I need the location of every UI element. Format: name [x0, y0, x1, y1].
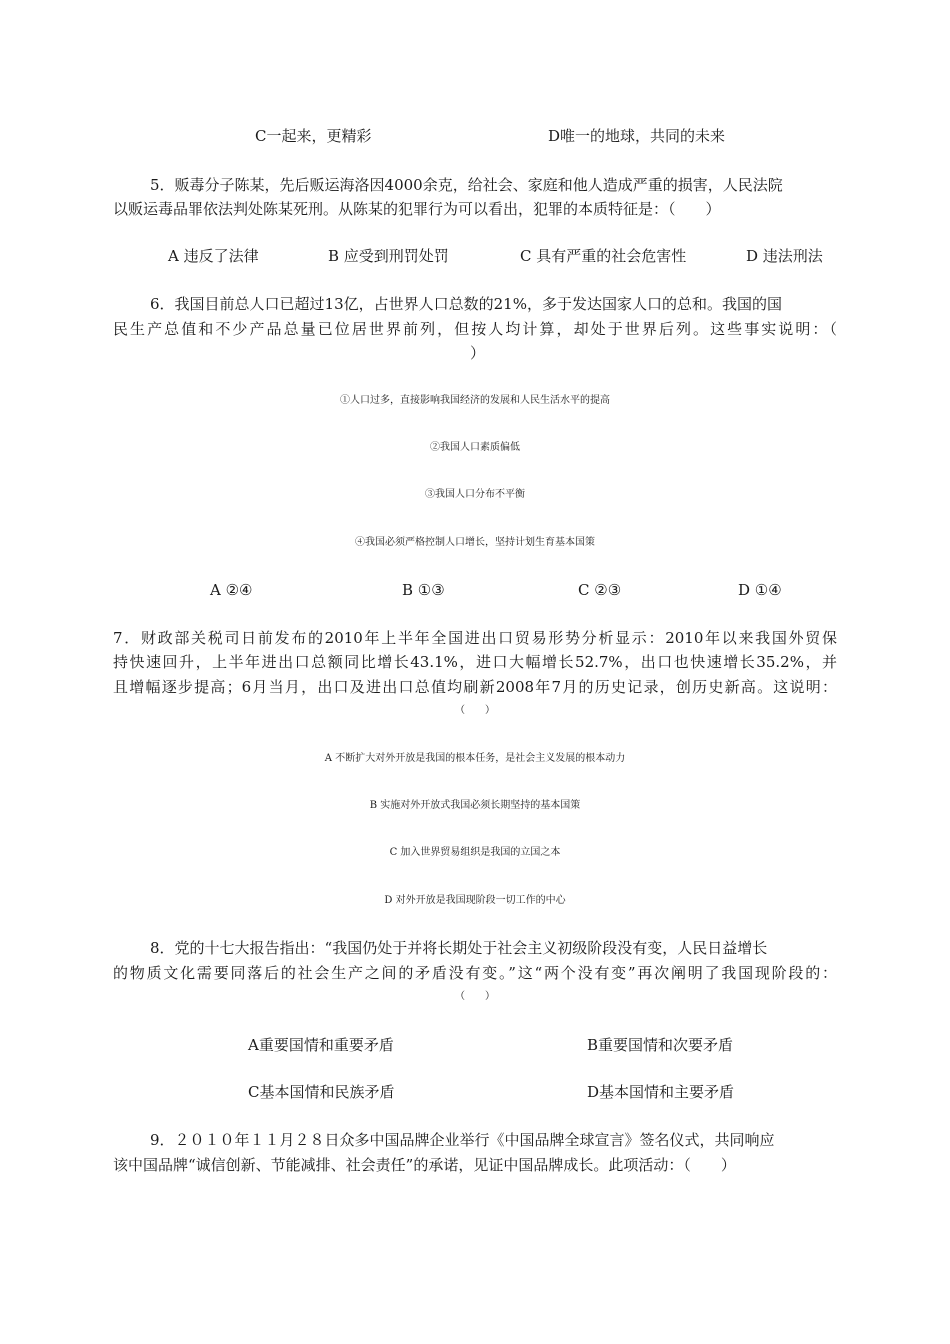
q6-statement-4: ④我国必须严格控制人口增长，坚持计划生育基本国策	[355, 537, 595, 548]
q6-option-c: C ②③	[578, 581, 622, 599]
q6-options-row	[0, 580, 950, 600]
q4-option-c: C一起来，更精彩	[255, 127, 372, 145]
q5-option-c: C 具有严重的社会危害性	[520, 247, 687, 265]
q8-options-row-2	[0, 1082, 950, 1102]
q9-text-line-2: 该中国品牌“诚信创新、节能减排、社会责任”的承诺，见证中国品牌成长。此项活动：（ ）	[113, 1156, 736, 1174]
q6-statement-3: ③我国人口分布不平衡	[425, 489, 525, 500]
q7-option-c: C 加入世界贸易组织是我国的立国之本	[389, 847, 561, 858]
q7-option-d: D 对外开放是我国现阶段一切工作的中心	[384, 895, 566, 906]
q6-statement-1: ①人口过多，直接影响我国经济的发展和人民生活水平的提高	[340, 395, 610, 406]
q6-text-line-3: ）	[470, 344, 486, 362]
q8-options-row-1	[0, 1035, 950, 1055]
q8-text-line-1: 8．党的十七大报告指出：“我国仍处于并将长期处于社会主义初级阶段没有变，人民日益增长	[150, 939, 768, 957]
q8-option-b: B重要国情和次要矛盾	[587, 1036, 734, 1054]
q6-statement-2: ②我国人口素质偏低	[430, 442, 520, 453]
q5-options-row	[0, 246, 950, 266]
q5-option-a: A 违反了法律	[168, 247, 259, 265]
q4-option-d: D唯一的地球，共同的未来	[548, 127, 726, 145]
q8-text-line-2: 的物质文化需要同落后的社会生产之间的矛盾没有变。”这“两个没有变”再次阐明了我国现阶段的：	[113, 964, 837, 982]
q6-option-a: A ②④	[210, 581, 253, 599]
q6-option-d: D ①④	[738, 581, 782, 599]
q5-text-line-2: 以贩运毒品罪依法判处陈某死刑。从陈某的犯罪行为可以看出，犯罪的本质特征是：（ ）	[113, 200, 721, 218]
q7-option-a: A 不断扩大对外开放是我国的根本任务，是社会主义发展的根本动力	[324, 753, 626, 764]
q7-answer-bracket: （ ）	[455, 705, 495, 716]
q5-option-b: B 应受到刑罚处罚	[328, 247, 449, 265]
q5-option-d: D 违法刑法	[746, 247, 823, 265]
q8-option-a: A重要国情和重要矛盾	[248, 1036, 394, 1054]
q7-option-b: B 实施对外开放式我国必须长期坚持的基本国策	[369, 800, 581, 811]
q6-text-line-1: 6．我国目前总人口已超过13亿，占世界人口总数的21%，多于发达国家人口的总和。我国的国	[150, 295, 782, 313]
q4-options-row	[0, 126, 950, 146]
q7-text-line-2: 持快速回升，上半年进出口总额同比增长43.1%，进口大幅增长52.7%，出口也快速增长35.2%，并	[113, 653, 837, 671]
q8-answer-bracket: （ ）	[455, 991, 495, 1002]
q5-text-line-1: 5．贩毒分子陈某，先后贩运海洛因4000余克，给社会、家庭和他人造成严重的损害，人民法院	[150, 176, 783, 194]
q6-text-line-2: 民生产总值和不少产品总量已位居世界前列，但按人均计算，却处于世界后列。这些事实说明：（	[113, 320, 837, 338]
q7-text-line-1: 7．财政部关税司日前发布的2010年上半年全国进出口贸易形势分析显示：2010年以来我国外贸保	[113, 629, 837, 647]
q6-option-b: B ①③	[402, 581, 445, 599]
q9-text-line-1: 9．２０１０年１１月２８日众多中国品牌企业举行《中国品牌全球宣言》签名仪式，共同响应	[150, 1131, 775, 1149]
q8-option-c: C基本国情和民族矛盾	[248, 1083, 395, 1101]
q8-option-d: D基本国情和主要矛盾	[587, 1083, 735, 1101]
q7-text-line-3: 且增幅逐步提高；6月当月，出口及进出口总值均刷新2008年7月的历史记录，创历史新高。这说明：	[113, 678, 837, 696]
